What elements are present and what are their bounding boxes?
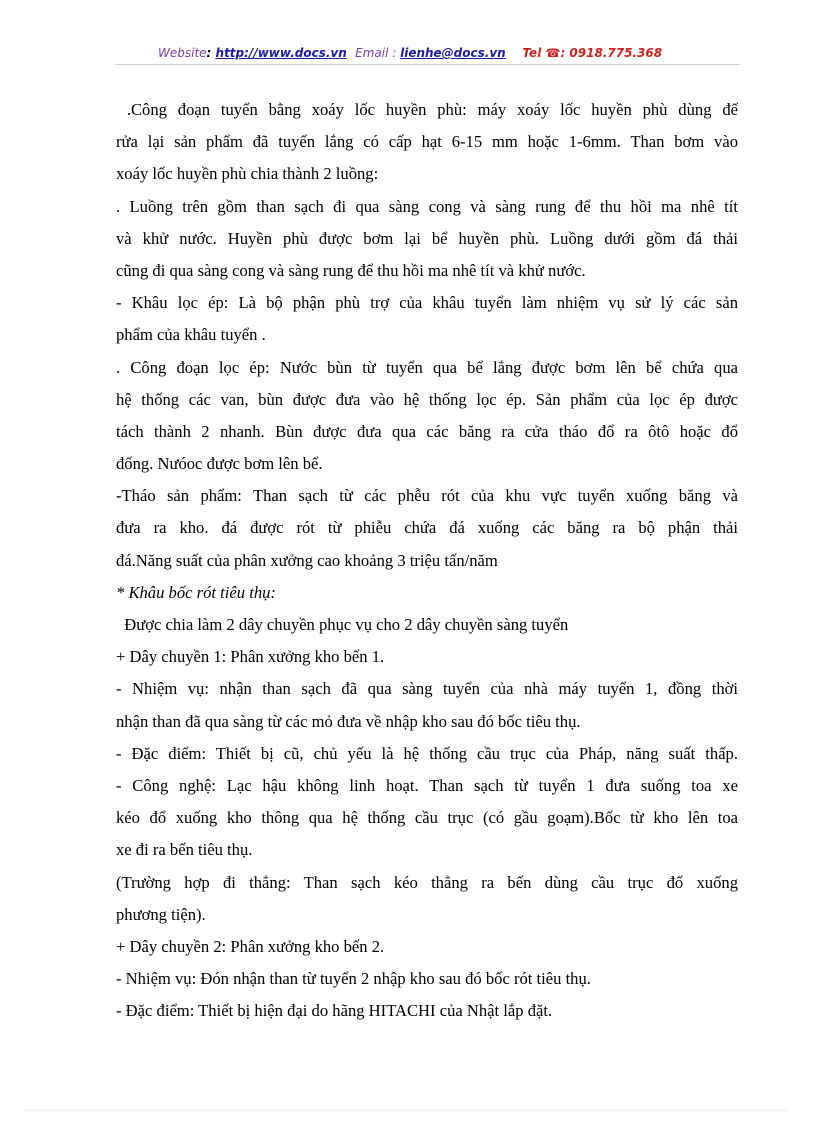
text-line: đá.Năng suất của phân xưởng cao khoảng 3 triệu tấn/năm bbox=[116, 550, 498, 570]
text-line: - Khâu lọc ép: Là bộ phận phù trợ của khâu tuyển làm nhiệm vụ sử lý các sản bbox=[116, 293, 738, 313]
text-line: nhận than đã qua sàng từ các mỏ đưa về nhập kho sau đó bốc tiêu thụ. bbox=[116, 711, 581, 731]
text-line: - Nhiệm vụ: nhận than sạch đã qua sàng tuyển của nhà máy tuyển 1, đồng thời bbox=[116, 679, 738, 699]
text-line: (Trường hợp đi thẳng: Than sạch kéo thẳng ra bến dùng cầu trục đổ xuống bbox=[116, 872, 738, 892]
email-label: Email : bbox=[355, 46, 401, 60]
text-line: .Công đoạn tuyển bằng xoáy lốc huyền phù: máy xoáy lốc huyền phù dùng để bbox=[116, 100, 738, 119]
text-line: . Luồng trên gồm than sạch đi qua sàng cong và sàng rung để thu hồi ma nhê tít bbox=[116, 196, 738, 216]
header-separator bbox=[115, 64, 740, 65]
text-line: . Công đoạn lọc ép: Nước bùn từ tuyển qua bể lắng được bơm lên bể chứa qua bbox=[116, 357, 738, 377]
text-line: - Đặc điểm: Thiết bị cũ, chủ yếu là hệ thống cầu trục của Pháp, năng suất thấp. bbox=[116, 743, 738, 763]
text-line: kéo đổ xuống kho thông qua hệ thống cầu trục (có gầu goạm).Bốc từ kho lên toa bbox=[116, 808, 738, 828]
website-link[interactable]: http://www.docs.vn bbox=[215, 46, 347, 60]
text-line: - Công nghệ: Lạc hậu không linh hoạt. Than sạch từ tuyển 1 đưa suống toa xe bbox=[116, 775, 738, 795]
website-label: Website bbox=[158, 46, 207, 60]
text-line: phương tiện). bbox=[116, 904, 206, 924]
text-line: - Đặc điểm: Thiết bị hiện đại do hãng HITACHI của Nhật lắp đặt. bbox=[116, 1001, 553, 1021]
text-line: tách thành 2 nhanh. Bùn được đưa qua các băng ra cửa tháo đổ ra ôtô hoặc đổ bbox=[116, 421, 738, 441]
tel-number: : 0918.775.368 bbox=[560, 46, 663, 60]
text-line: phẩm của khâu tuyển . bbox=[116, 325, 266, 345]
text-line: cũng đi qua sàng cong và sàng rung để thu hồi ma nhê tít và khử nước. bbox=[116, 260, 586, 280]
section-heading: * Khâu bốc rót tiêu thụ: bbox=[116, 582, 276, 602]
text-line: + Dây chuyền 2: Phân xưởng kho bến 2. bbox=[116, 936, 385, 956]
text-line: -Tháo sản phẩm: Than sạch từ các phễu rót của khu vực tuyển xuống băng và bbox=[116, 486, 738, 506]
text-line: đống. Nưóoc được bơm lên bể. bbox=[116, 454, 323, 474]
document-body bbox=[116, 94, 738, 1027]
text-line: Được chia làm 2 dây chuyền phục vụ cho 2 dây chuyền sàng tuyển bbox=[116, 615, 569, 634]
text-line: và khử nước. Huyền phù được bơm lại bể huyền phù. Luồng dưới gồm đá thải bbox=[116, 228, 738, 248]
website-colon: : bbox=[206, 46, 216, 60]
text-line: đưa ra kho. đá được rót từ phiễu chứa đá xuống các băng ra bộ phận thải bbox=[116, 518, 738, 538]
text-line: + Dây chuyền 1: Phân xưởng kho bến 1. bbox=[116, 647, 385, 667]
header-contact-line bbox=[158, 46, 662, 60]
tel-label: Tel bbox=[522, 46, 542, 60]
text-line: xe đi ra bến tiêu thụ. bbox=[116, 840, 253, 860]
footer-border bbox=[26, 1110, 788, 1111]
text-line: rửa lại sản phẩm đã tuyển lắng có cấp hạt 6-15 mm hoặc 1-6mm. Than bơm vào bbox=[116, 132, 738, 152]
phone-icon: ☎ bbox=[545, 46, 561, 60]
text-line: - Nhiệm vụ: Đón nhận than từ tuyển 2 nhập kho sau đó bốc rót tiêu thụ. bbox=[116, 969, 591, 989]
text-line: xoáy lốc huyền phù chia thành 2 luồng: bbox=[116, 164, 379, 184]
text-line: hệ thống các van, bùn được đưa vào hệ thống lọc ép. Sản phẩm của lọc ép được bbox=[116, 389, 738, 409]
email-link[interactable]: lienhe@docs.vn bbox=[400, 46, 506, 60]
